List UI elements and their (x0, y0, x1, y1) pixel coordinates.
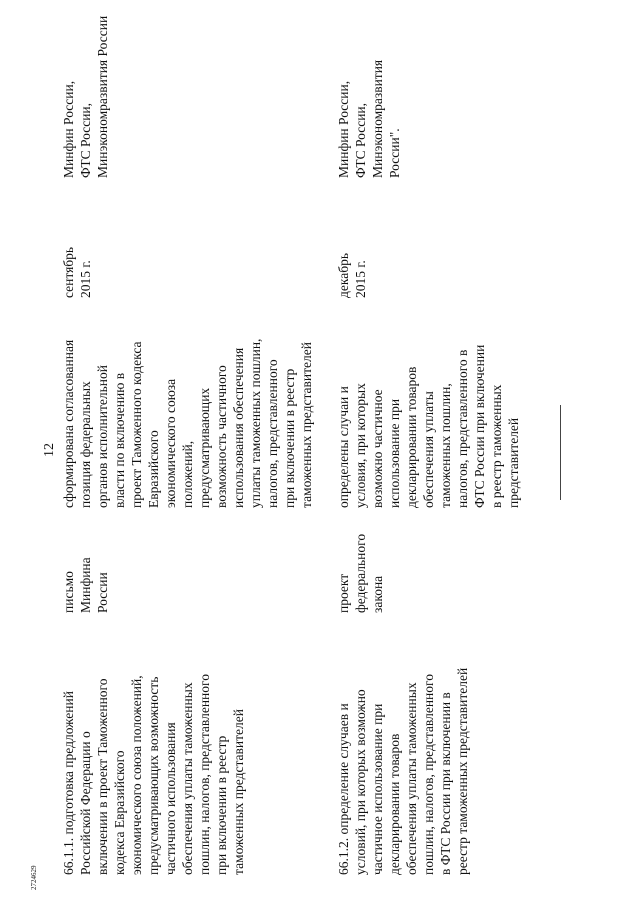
text-line: использования обеспечения (231, 347, 246, 508)
text-line: условия, при которых (353, 383, 368, 508)
document-id: 2724629 (30, 865, 38, 890)
text-line: 2015 г. (78, 260, 93, 298)
text-line: таможенных представителей (299, 342, 314, 508)
text-line: при включении в реестр (214, 735, 229, 875)
text-line: возможно частичное (370, 389, 385, 508)
text-line: Российской Федерации о (78, 731, 93, 875)
text-line: реестр таможенных представителей (455, 667, 470, 875)
text-line: в ФТС России при включении в (438, 692, 453, 875)
text-line: частичного использования (163, 722, 178, 875)
term-cell (335, 233, 369, 298)
text-line: положений, (180, 440, 195, 508)
text-line: кодекса Евразийского (112, 750, 127, 875)
text-line: органов исполнительной (95, 365, 110, 508)
text-line: сформирована согласованная (61, 339, 76, 508)
text-line: проект Таможенного кодекса (129, 341, 144, 508)
form-cell (60, 528, 111, 613)
text-line: уплаты таможенных пошлин, (248, 338, 263, 508)
text-line: Минэкономразвития России (95, 15, 110, 178)
text-line: сентябрь (61, 246, 76, 298)
term-cell (60, 233, 94, 298)
text-line: обеспечения уплаты таможенных (180, 682, 195, 875)
text-line: пошлин, налогов, представленного (197, 674, 212, 875)
text-line: налогов, представленного (265, 359, 280, 508)
text-line: России". (387, 128, 402, 178)
text-line: России (95, 572, 110, 613)
text-line: обеспечения уплаты таможенных (404, 682, 419, 875)
page-number: 12 (42, 443, 57, 457)
task-cell (60, 625, 247, 875)
text-line: Евразийского (146, 430, 161, 508)
text-line: позиция федеральных (78, 381, 93, 508)
text-line: условий, при которых возможно (353, 689, 368, 875)
text-line: Минфин России, (61, 80, 76, 178)
text-line: Минфина (78, 557, 93, 613)
task-cell (335, 625, 471, 875)
text-line: 66.1.1. подготовка предложений (61, 691, 76, 875)
result-cell (60, 313, 315, 508)
result-cell (335, 313, 522, 508)
text-line: власти по включению в (112, 372, 127, 508)
text-line: декларировании товаров (404, 366, 419, 508)
executors-cell (335, 18, 403, 178)
text-line: включении в проект Таможенного (95, 678, 110, 875)
text-line: таможенных представителей (231, 709, 246, 875)
text-line: при включении в реестр (282, 368, 297, 508)
text-line: предусматривающих (197, 387, 212, 508)
text-line: обеспечения уплаты (421, 391, 436, 508)
text-line: экономического союза положений, (129, 675, 144, 875)
text-line: возможность частичного (214, 365, 229, 508)
executors-cell (60, 15, 111, 178)
text-line: Минэкономразвития (370, 59, 385, 178)
text-line: закона (370, 575, 385, 613)
text-line: декларировании товаров (387, 733, 402, 875)
text-line: определены случаи и (336, 386, 351, 508)
text-line: представителей (506, 417, 521, 508)
text-line: таможенных пошлин, (438, 383, 453, 508)
text-line: использование при (387, 398, 402, 508)
text-line: частичное использование при (370, 703, 385, 875)
text-line: ФТС России при включении (472, 344, 487, 508)
end-separator-line (560, 405, 561, 500)
text-line: декабрь (336, 253, 351, 298)
text-line: 2015 г. (353, 260, 368, 298)
text-line: экономического союза (163, 378, 178, 508)
text-line: в реестр таможенных (489, 384, 504, 508)
text-line: 66.1.2. определение случаев и (336, 703, 351, 875)
text-line: Минфин России, (336, 80, 351, 178)
text-line: налогов, представленного в (455, 349, 470, 508)
text-line: предусматривающих возможность (146, 676, 161, 875)
form-cell (335, 528, 386, 613)
text-line: проект (336, 573, 351, 613)
text-line: ФТС России, (353, 102, 368, 178)
text-line: пошлин, налогов, представленного (421, 674, 436, 875)
text-line: письмо (61, 571, 76, 613)
text-line: ФТС России, (78, 102, 93, 178)
text-line: федерального (353, 533, 368, 613)
